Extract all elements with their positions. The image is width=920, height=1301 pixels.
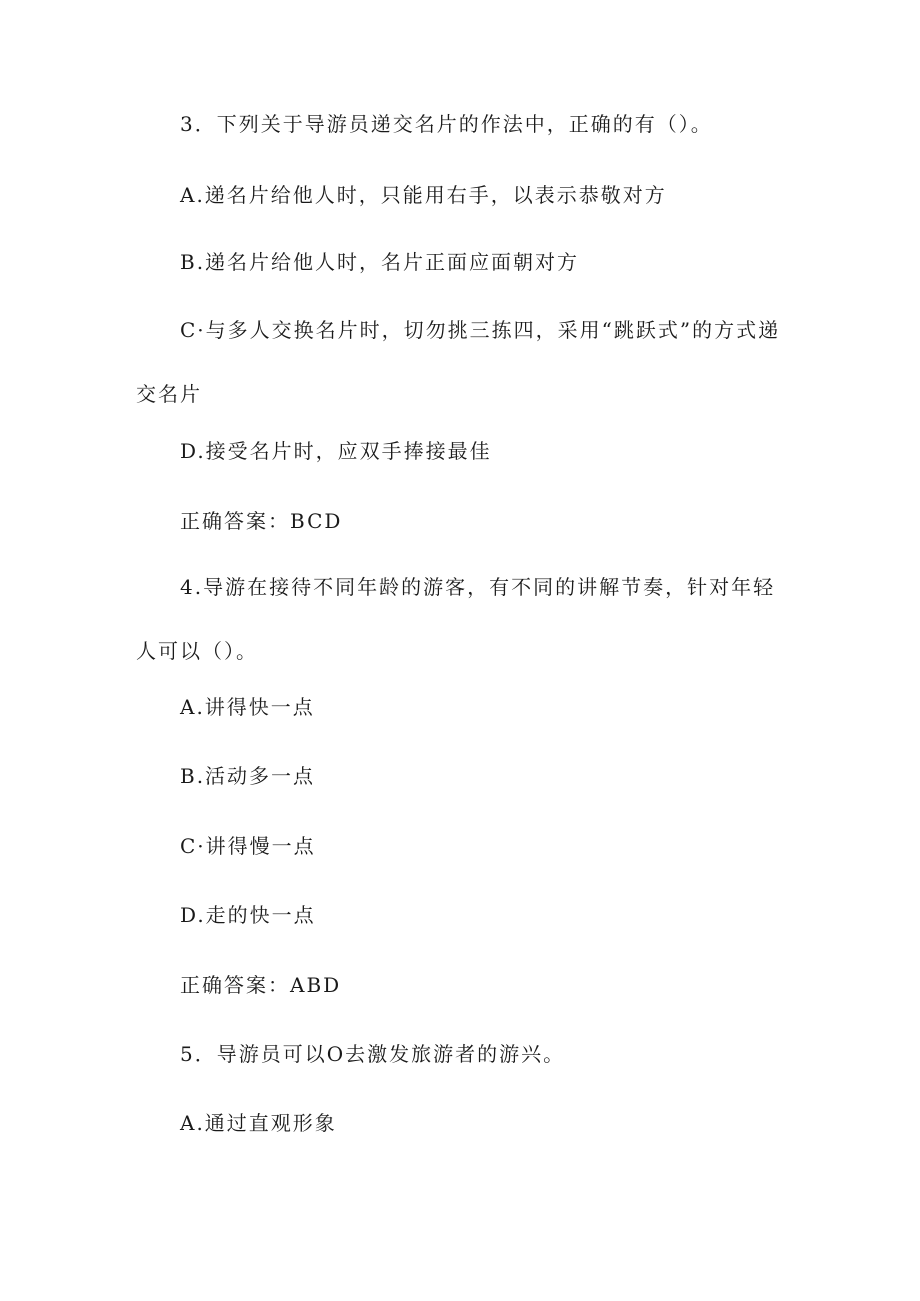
question-4-stem: 4.导游在接待不同年龄的游客，有不同的讲解节奏，针对年轻人可以（）。: [136, 575, 776, 663]
question-3-option-a: A.递名片给他人时，只能用右手，以表示恭敬对方: [180, 183, 667, 207]
question-3-option-d: D.接受名片时，应双手捧接最佳: [180, 439, 492, 463]
question-4-option-c: C·讲得慢一点: [180, 834, 316, 858]
question-3-stem: 3．下列关于导游员递交名片的作法中，正确的有（）。: [180, 112, 713, 136]
question-4-option-d: D.走的快一点: [180, 903, 316, 927]
question-3-option-b: B.递名片给他人时，名片正面应面朝对方: [180, 250, 580, 274]
question-5-stem: 5．导游员可以O去激发旅游者的游兴。: [180, 1042, 566, 1066]
question-3-option-c: C·与多人交换名片时，切勿挑三拣四，采用“跳跃式”的方式递交名片: [136, 318, 781, 406]
question-4-option-b: B.活动多一点: [180, 764, 316, 788]
question-4-answer: 正确答案：ABD: [180, 973, 342, 997]
question-4-option-a: A.讲得快一点: [180, 695, 315, 719]
question-3-answer: 正确答案：BCD: [180, 509, 343, 533]
question-5-option-a: A.通过直观形象: [180, 1111, 337, 1135]
